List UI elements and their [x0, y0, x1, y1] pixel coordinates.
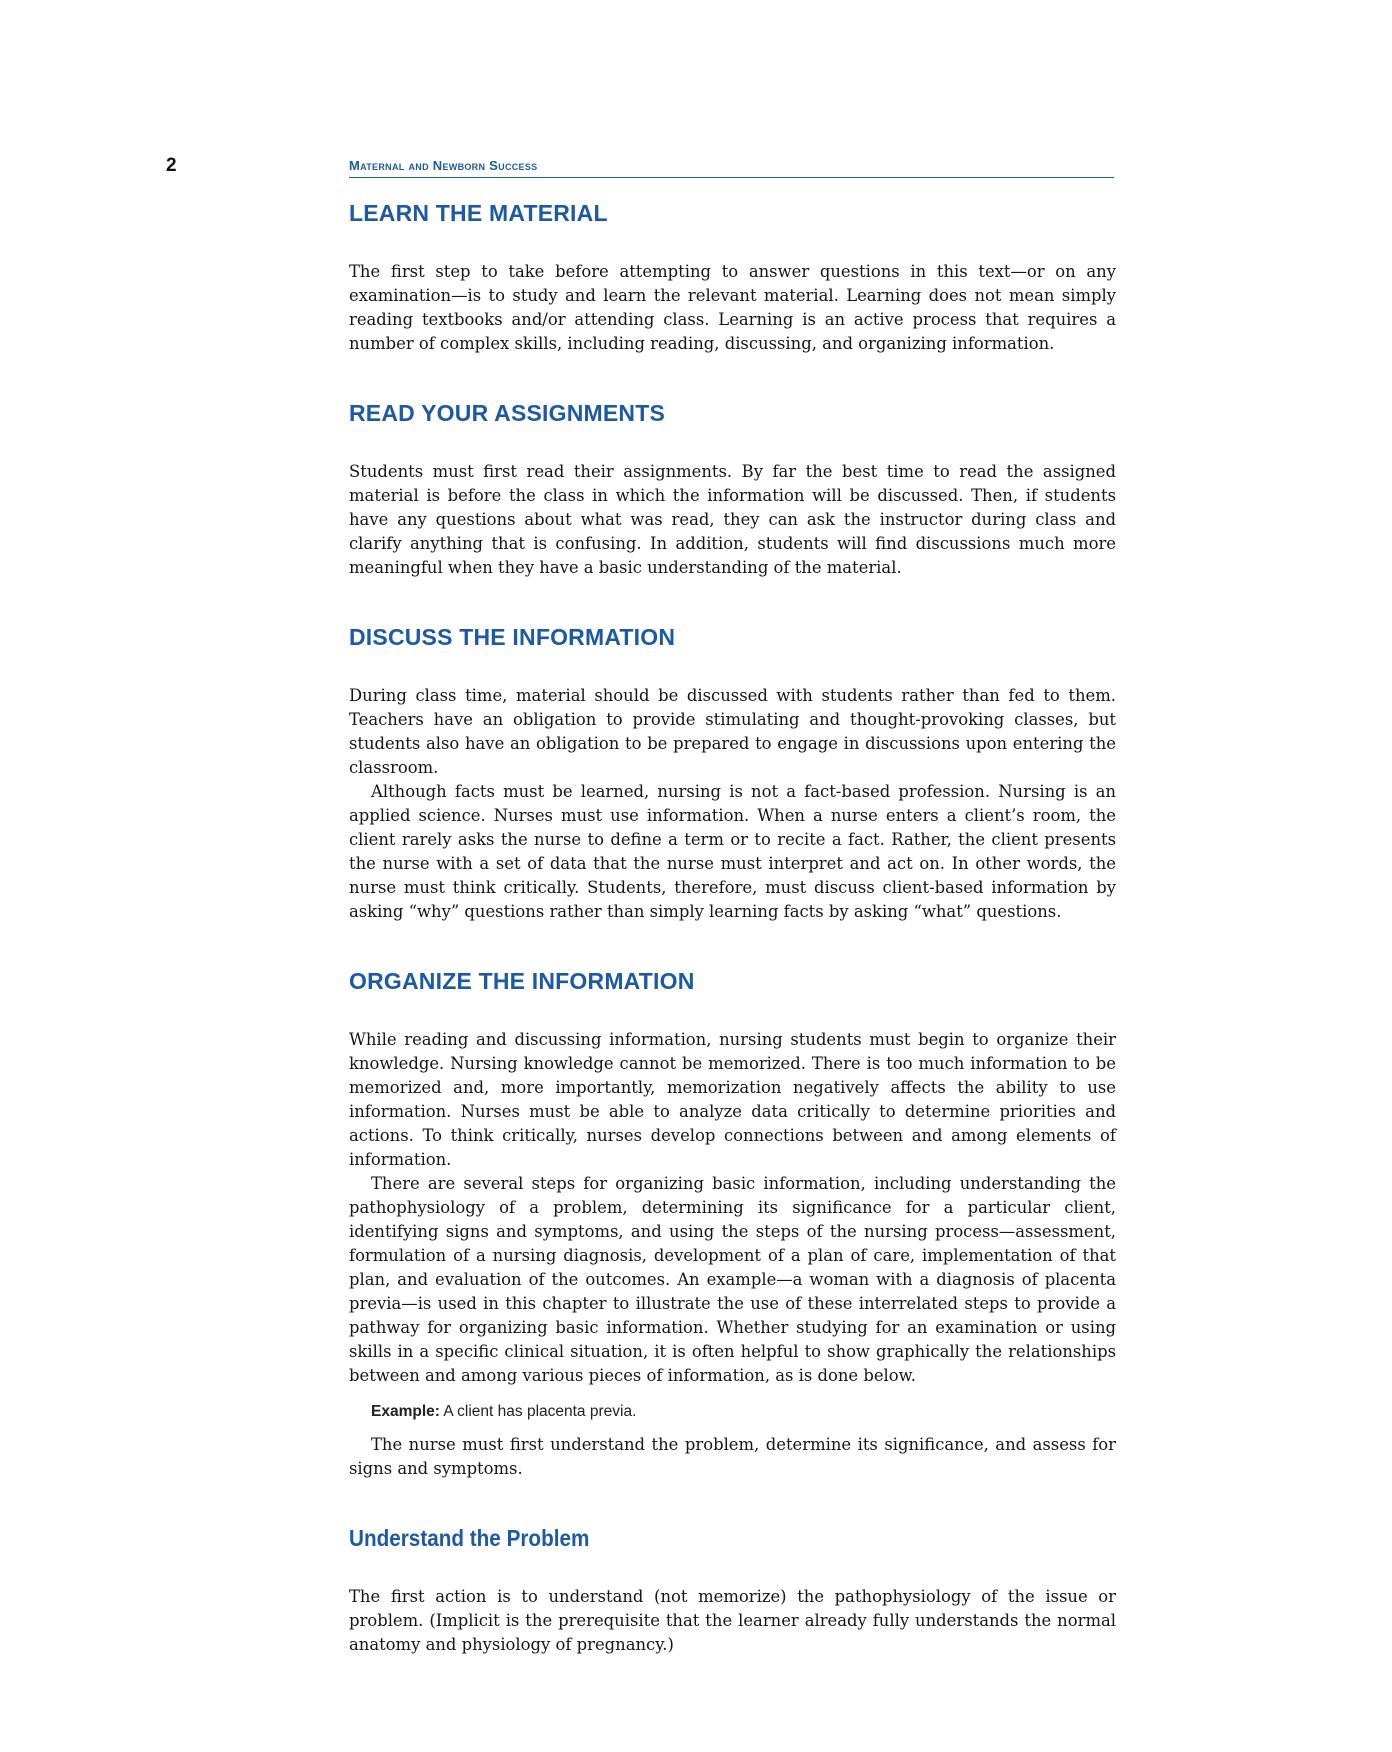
- heading-organize-the-information: ORGANIZE THE INFORMATION: [349, 968, 695, 994]
- paragraph: There are several steps for organizing basic information, including understanding the pathophysiology of a problem, determining its significance for a particular client, identifying signs and symptoms, and using the steps of the nursing process—assessment, formulation of a nursing diagnosis, development of a plan of care, implementation of that plan, and evaluation of the outcomes. An example—a woman with a diagnosis of placenta previa—is used in this chapter to illustrate the use of these interrelated steps to provide a pathway for organizing basic information. Whether studying for an examination or using skills in a specific clinical situation, it is often helpful to show graphically the relationships between and among various pieces of information, as is done below.: [349, 1174, 1116, 1385]
- running-header: Maternal and Newborn Success: [349, 158, 1114, 178]
- paragraph: The first action is to understand (not memorize) the pathophysiology of the issue or problem. (Implicit is the prerequisite that the learner already fully understands the normal anatomy and physiology of pregnancy.): [349, 1587, 1116, 1654]
- example-line: [371, 1403, 1116, 1421]
- paragraph: While reading and discussing information, nursing students must begin to organize their knowledge. Nursing knowledge cannot be memorized. There is too much information to be memorized and, more importantly, memorization negatively affects the ability to use information. Nurses must be able to analyze data critically to determine priorities and actions. To think critically, nurses develop connections between and among elements of information.: [349, 1030, 1116, 1169]
- heading-understand-the-problem: Understand the Problem: [349, 1525, 590, 1551]
- heading-learn-the-material: LEARN THE MATERIAL: [349, 200, 608, 226]
- heading-read-your-assignments: READ YOUR ASSIGNMENTS: [349, 400, 666, 426]
- paragraph: The first step to take before attempting to answer questions in this text—or on any examination—is to study and learn the relevant material. Learning does not mean simply reading textbooks and/or attending class. Learning is an active process that requires a number of complex skills, including reading, discussing, and organizing information.: [349, 262, 1116, 353]
- paragraph: Students must first read their assignments. By far the best time to read the assigned material is before the class in which the information will be discussed. Then, if students have any questions about what was read, they can ask the instructor during class and clarify anything that is confusing. In addition, students will find discussions much more meaningful when they have a basic understanding of the material.: [349, 462, 1116, 577]
- example-label: Example:: [371, 1403, 440, 1420]
- page-number: 2: [166, 155, 177, 176]
- heading-discuss-the-information: DISCUSS THE INFORMATION: [349, 624, 676, 650]
- paragraph: The nurse must first understand the problem, determine its significance, and assess for signs and symptoms.: [349, 1435, 1116, 1478]
- paragraph: During class time, material should be discussed with students rather than fed to them. Teachers have an obligation to provide stimulating and thought-provoking classes, but students also have an obligation to be prepared to engage in discussions upon entering the classroom.: [349, 686, 1116, 777]
- example-text: A client has placenta previa.: [443, 1403, 637, 1420]
- paragraph: Although facts must be learned, nursing is not a fact-based profession. Nursing is an applied science. Nurses must use information. When a nurse enters a client’s room, the client rarely asks the nurse to define a term or to recite a fact. Rather, the client presents the nurse with a set of data that the nurse must interpret and act on. In other words, the nurse must think critically. Students, therefore, must discuss client-based information by asking “why” questions rather than simply learning facts by asking “what” questions.: [349, 782, 1116, 921]
- page-body: [349, 200, 1116, 1657]
